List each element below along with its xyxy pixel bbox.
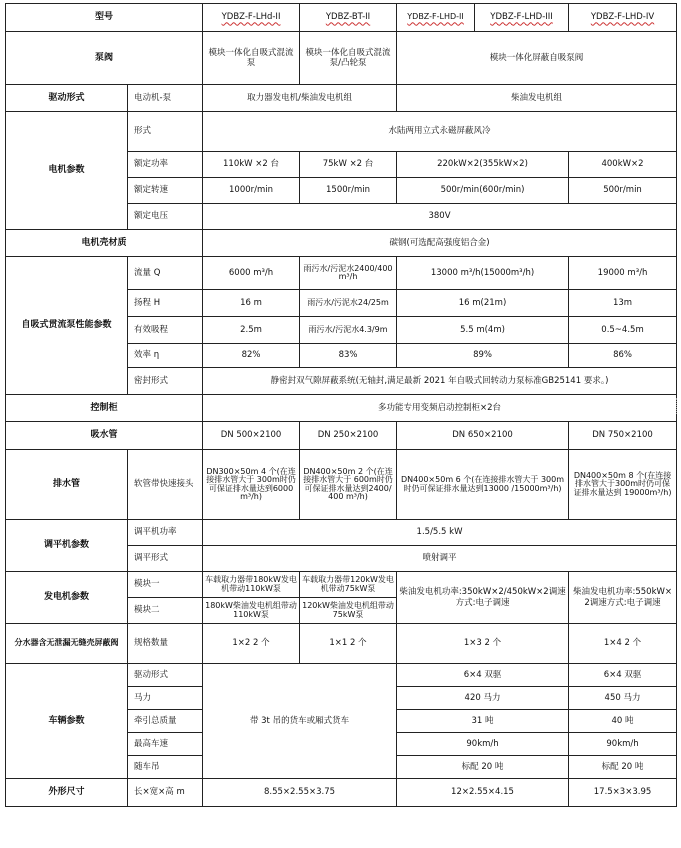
discharge-row bbox=[6, 450, 677, 520]
vehicle-crane-label: 随车吊 bbox=[128, 756, 203, 779]
valve-label: 分水器含无泄漏无缝壳屏蔽阀 bbox=[6, 624, 128, 664]
generator-m2-mod2: 120kW柴油发电机组带动75kW泵 bbox=[300, 598, 397, 624]
drive-m12: 取力器发电机/柴油发电机组 bbox=[203, 85, 397, 112]
generator-mod2-label: 模块二 bbox=[128, 598, 203, 624]
generator-label: 发电机参数 bbox=[6, 572, 128, 624]
suction-pipe-label: 吸水管 bbox=[6, 422, 203, 450]
control-label: 控制柜 bbox=[6, 395, 203, 422]
vehicle-hp-m34: 420 马力 bbox=[397, 687, 569, 710]
vehicle-tow-m34: 31 吨 bbox=[397, 710, 569, 733]
dims-row bbox=[6, 779, 677, 807]
discharge-m2: DN400×50m 2 个(在连接排水管大于 600m时仍可保证排水量达到2400/400 m³/h) bbox=[300, 450, 397, 520]
motor-speed-m5: 500r/min bbox=[569, 178, 677, 204]
discharge-sub: 软管带快速接头 bbox=[128, 450, 203, 520]
vehicle-tow-label: 牵引总质量 bbox=[128, 710, 203, 733]
model-4: YDBZ-F-LHD-III bbox=[475, 4, 569, 32]
leveler-power-row bbox=[6, 520, 677, 546]
shell-row bbox=[6, 230, 677, 257]
model-row bbox=[6, 4, 677, 32]
motor-voltage-label: 额定电压 bbox=[128, 204, 203, 230]
motor-power-m5: 400kW×2 bbox=[569, 152, 677, 178]
vehicle-crane-m5: 标配 20 吨 bbox=[569, 756, 677, 779]
vehicle-drive-row bbox=[6, 664, 677, 687]
control-row bbox=[6, 395, 677, 422]
valve-m1: 1×2 2 个 bbox=[203, 624, 300, 664]
motor-voltage: 380V bbox=[203, 204, 677, 230]
discharge-m34: DN400×50m 6 个(在连接排水管大于 300m时仍可保证排水量达到13000 /15000m³/h) bbox=[397, 450, 569, 520]
vehicle-drive-m5: 6×4 双驱 bbox=[569, 664, 677, 687]
valve-row bbox=[6, 624, 677, 664]
pump-valve-m2: 模块一体化自吸式混流泵/凸轮泵 bbox=[300, 32, 397, 85]
pump-suction-label: 有效吸程 bbox=[128, 317, 203, 344]
pump-valve-row bbox=[6, 32, 677, 85]
pump-flow-m5: 19000 m³/h bbox=[569, 257, 677, 290]
vehicle-drive-m34: 6×4 双驱 bbox=[397, 664, 569, 687]
vehicle-drive-label: 驱动形式 bbox=[128, 664, 203, 687]
pump-eff-m34: 89% bbox=[397, 344, 569, 368]
leveler-power-label: 调平机功率 bbox=[128, 520, 203, 546]
generator-m2-mod1: 车载取力器带120kW发电机带动75kW泵 bbox=[300, 572, 397, 598]
pump-eff-m1: 82% bbox=[203, 344, 300, 368]
suction-pipe-m34: DN 650×2100 bbox=[397, 422, 569, 450]
pump-flow-label: 流量 Q bbox=[128, 257, 203, 290]
pump-suction-m2: 雨污水/污泥水4.3/9m bbox=[300, 317, 397, 344]
dims-label: 外形尺寸 bbox=[6, 779, 128, 807]
pump-head-label: 扬程 H bbox=[128, 290, 203, 317]
valve-m34: 1×3 2 个 bbox=[397, 624, 569, 664]
model-1: YDBZ-F-LHd-II bbox=[203, 4, 300, 32]
discharge-label: 排水管 bbox=[6, 450, 128, 520]
pump-valve-m1: 模块一体化自吸式混流泵 bbox=[203, 32, 300, 85]
motor-speed-label: 额定转速 bbox=[128, 178, 203, 204]
motor-form-row bbox=[6, 112, 677, 152]
vehicle-speed-m5: 90km/h bbox=[569, 733, 677, 756]
motor-speed-m1: 1000r/min bbox=[203, 178, 300, 204]
model-5: YDBZ-F-LHD-IV bbox=[569, 4, 677, 32]
vehicle-speed-m34: 90km/h bbox=[397, 733, 569, 756]
pump-suction-m1: 2.5m bbox=[203, 317, 300, 344]
spec-table bbox=[5, 3, 677, 807]
shell-value: 碳钢(可选配高强度铝合金) bbox=[203, 230, 677, 257]
dims-m5: 17.5×3×3.95 bbox=[569, 779, 677, 807]
vehicle-hp-m5: 450 马力 bbox=[569, 687, 677, 710]
pump-seal: 静密封双气隙屏蔽系统(无轴封,满足最新 2021 年自吸式回转动力泵标准GB25141 要求。) bbox=[203, 368, 677, 395]
model-2: YDBZ-BT-II bbox=[300, 4, 397, 32]
vehicle-tow-m5: 40 吨 bbox=[569, 710, 677, 733]
suction-pipe-m1: DN 500×2100 bbox=[203, 422, 300, 450]
pump-eff-m2: 83% bbox=[300, 344, 397, 368]
pump-flow-m1: 6000 m³/h bbox=[203, 257, 300, 290]
motor-power-label: 额定功率 bbox=[128, 152, 203, 178]
discharge-m1: DN300×50m 4 个(在连接排水管大于 300m时仍可保证排水量达到6000m³/h) bbox=[203, 450, 300, 520]
pump-suction-m34: 5.5 m(4m) bbox=[397, 317, 569, 344]
generator-mod1-label: 模块一 bbox=[128, 572, 203, 598]
pump-seal-label: 密封形式 bbox=[128, 368, 203, 395]
pump-valve-m345: 模块一体化屏蔽自吸泵阀 bbox=[397, 32, 677, 85]
motor-form: 水陆两用立式永磁屏蔽风冷 bbox=[203, 112, 677, 152]
dims-m34: 12×2.55×4.15 bbox=[397, 779, 569, 807]
leveler-form: 喷射调平 bbox=[203, 546, 677, 572]
valve-m2: 1×1 2 个 bbox=[300, 624, 397, 664]
drive-row bbox=[6, 85, 677, 112]
suction-pipe-row bbox=[6, 422, 677, 450]
vehicle-crane-m34: 标配 20 吨 bbox=[397, 756, 569, 779]
generator-m1-mod2: 180kW柴油发电机组带动110kW泵 bbox=[203, 598, 300, 624]
leveler-label: 调平机参数 bbox=[6, 520, 128, 572]
generator-mod1-row bbox=[6, 572, 677, 598]
generator-m34: 柴油发电机功率:350kW×2/450kW×2调速方式:电子调速 bbox=[397, 572, 569, 624]
page-edge-mark bbox=[676, 398, 679, 414]
model-3: YDBZ-F-LHD-II bbox=[397, 4, 475, 32]
dims-m12: 8.55×2.55×3.75 bbox=[203, 779, 397, 807]
discharge-m5: DN400×50m 8 个(在连接排水管大于300m时仍可保证排水量达到 19000m³/h) bbox=[569, 450, 677, 520]
vehicle-hp-label: 马力 bbox=[128, 687, 203, 710]
drive-m345: 柴油发电机组 bbox=[397, 85, 677, 112]
dims-sub: 长×宽×高 m bbox=[128, 779, 203, 807]
pump-eff-m5: 86% bbox=[569, 344, 677, 368]
pump-flow-m2: 雨污水/污泥水2400/400 m³/h bbox=[300, 257, 397, 290]
motor-power-m34: 220kW×2(355kW×2) bbox=[397, 152, 569, 178]
control-value: 多功能专用变频启动控制柜×2台 bbox=[203, 395, 677, 422]
vehicle-m12: 带 3t 吊的货车或厢式货车 bbox=[203, 664, 397, 779]
pump-head-m1: 16 m bbox=[203, 290, 300, 317]
pump-eff-label: 效率 η bbox=[128, 344, 203, 368]
pump-valve-label: 泵阀 bbox=[6, 32, 203, 85]
drive-sub: 电动机-泵 bbox=[128, 85, 203, 112]
motor-speed-m2: 1500r/min bbox=[300, 178, 397, 204]
leveler-power: 1.5/5.5 kW bbox=[203, 520, 677, 546]
suction-pipe-m5: DN 750×2100 bbox=[569, 422, 677, 450]
valve-m5: 1×4 2 个 bbox=[569, 624, 677, 664]
motor-power-m2: 75kW ×2 台 bbox=[300, 152, 397, 178]
pump-label: 自吸式贯流泵性能参数 bbox=[6, 257, 128, 395]
pump-head-m2: 雨污水/污泥水24/25m bbox=[300, 290, 397, 317]
pump-flow-m34: 13000 m³/h(15000m³/h) bbox=[397, 257, 569, 290]
pump-flow-row bbox=[6, 257, 677, 290]
pump-head-m5: 13m bbox=[569, 290, 677, 317]
motor-speed-m34: 500r/min(600r/min) bbox=[397, 178, 569, 204]
leveler-form-label: 调平形式 bbox=[128, 546, 203, 572]
generator-m5: 柴油发电机功率:550kW×2调速方式:电子调速 bbox=[569, 572, 677, 624]
motor-power-m1: 110kW ×2 台 bbox=[203, 152, 300, 178]
generator-m1-mod1: 车载取力器带180kW发电机带动110kW泵 bbox=[203, 572, 300, 598]
valve-sub: 规格数量 bbox=[128, 624, 203, 664]
model-label: 型号 bbox=[6, 4, 203, 32]
motor-form-label: 形式 bbox=[128, 112, 203, 152]
shell-label: 电机壳材质 bbox=[6, 230, 203, 257]
pump-suction-m5: 0.5~4.5m bbox=[569, 317, 677, 344]
vehicle-label: 车辆参数 bbox=[6, 664, 128, 779]
pump-head-m34: 16 m(21m) bbox=[397, 290, 569, 317]
motor-label: 电机参数 bbox=[6, 112, 128, 230]
drive-label: 驱动形式 bbox=[6, 85, 128, 112]
suction-pipe-m2: DN 250×2100 bbox=[300, 422, 397, 450]
vehicle-speed-label: 最高车速 bbox=[128, 733, 203, 756]
